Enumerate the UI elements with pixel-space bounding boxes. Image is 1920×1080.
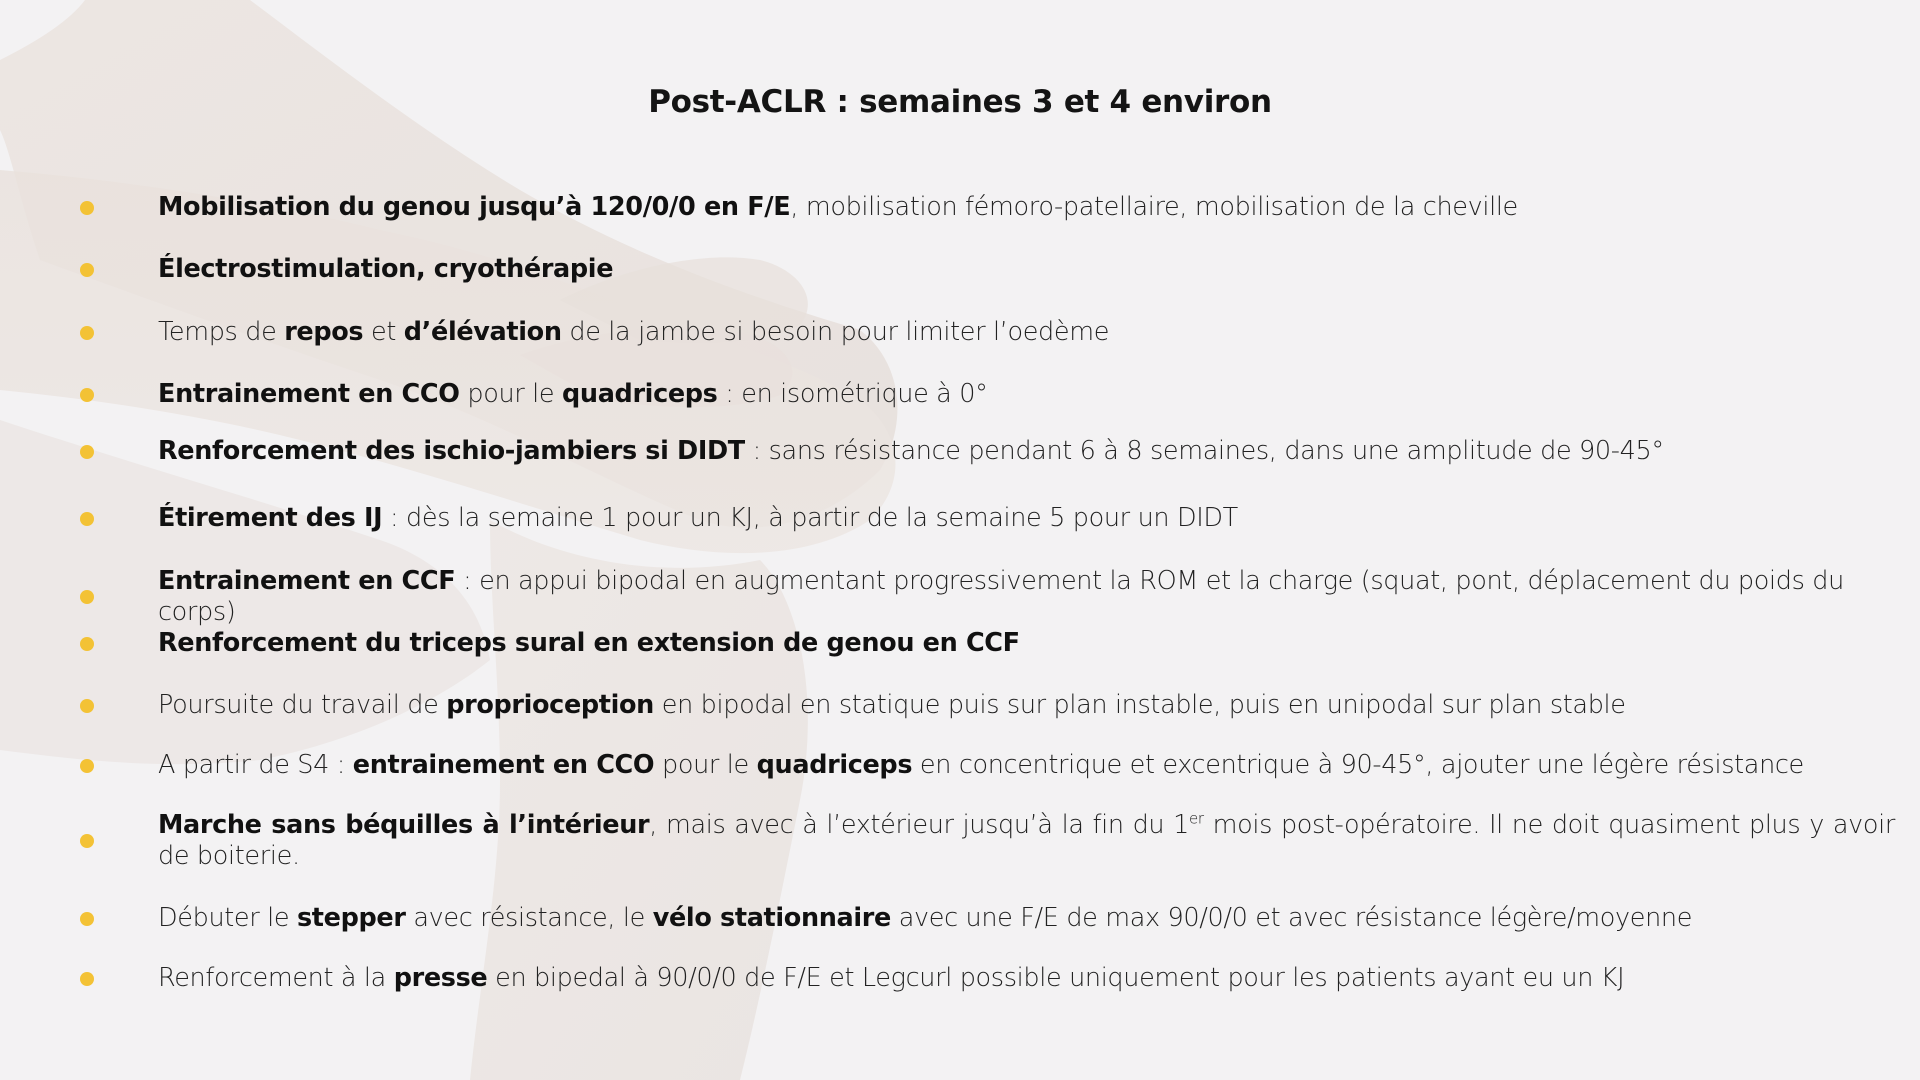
bullet-text: [158, 436, 1895, 467]
bullet-text: [158, 963, 1895, 994]
plain-text: Poursuite du travail de: [158, 690, 447, 720]
bullet-dot-icon: [80, 388, 94, 402]
bullet-item: [80, 317, 1895, 348]
bullet-text: [158, 192, 1895, 223]
bullet-item: [80, 690, 1895, 721]
bullet-item: [80, 810, 1895, 872]
bullet-dot-icon: [80, 445, 94, 459]
bullet-item: [80, 436, 1895, 467]
superscript-text: er: [1189, 809, 1204, 828]
bullet-dot-icon: [80, 912, 94, 926]
bullet-dot-icon: [80, 326, 94, 340]
bullet-item: [80, 903, 1895, 934]
bullet-text: [158, 503, 1895, 534]
plain-text: : dès la semaine 1 pour un KJ, à partir de la semaine 5 pour un DIDT: [382, 503, 1238, 533]
bullet-text: [158, 379, 1895, 410]
bullet-dot-icon: [80, 759, 94, 773]
bullet-text: [158, 628, 1895, 659]
bullet-text: [158, 750, 1895, 781]
plain-text: mois post-opératoire. Il ne doit quasiment plus y avoir de boiterie.: [158, 810, 1895, 871]
bullet-text: [158, 317, 1895, 348]
plain-text: : en isométrique à 0°: [717, 379, 988, 409]
bullet-dot-icon: [80, 201, 94, 215]
plain-text: pour le: [459, 379, 562, 409]
bullet-text: [158, 690, 1895, 721]
bullet-item: [80, 379, 1895, 410]
bullet-text: [158, 566, 1895, 628]
plain-text: A partir de S4 :: [158, 750, 353, 780]
plain-text: avec une F/E de max 90/0/0 et avec résistance légère/moyenne: [890, 903, 1693, 933]
plain-text: , mais avec à l’extérieur jusqu’à la fin du 1: [649, 810, 1190, 840]
bold-text: Étirement des IJ: [158, 503, 383, 533]
bold-text: Renforcement du triceps sural en extension de genou en CCF: [158, 628, 1020, 658]
bullet-dot-icon: [80, 512, 94, 526]
plain-text: en concentrique et excentrique à 90-45°, ajouter une légère résistance: [912, 750, 1804, 780]
bold-text: quadriceps: [561, 379, 718, 409]
bold-text: Mobilisation du genou jusqu’à 120/0/0 en F/E: [158, 192, 791, 222]
bullet-dot-icon: [80, 972, 94, 986]
plain-text: en bipodal en statique puis sur plan instable, puis en unipodal sur plan stable: [654, 690, 1626, 720]
bullet-item: [80, 503, 1895, 534]
bullet-dot-icon: [80, 263, 94, 277]
bullet-text: [158, 903, 1895, 934]
plain-text: de la jambe si besoin pour limiter l’oedème: [561, 317, 1110, 347]
bold-text: presse: [393, 963, 488, 993]
plain-text: , mobilisation fémoro-patellaire, mobilisation de la cheville: [790, 192, 1518, 222]
slide-title: Post-ACLR : semaines 3 et 4 environ: [648, 84, 1272, 120]
plain-text: : en appui bipodal en augmentant progressivement la ROM et la charge (squat, pont, déplacement du poids du corps): [158, 566, 1844, 627]
bold-text: repos: [284, 317, 364, 347]
bullet-item: [80, 963, 1895, 994]
bold-text: quadriceps: [756, 750, 913, 780]
plain-text: avec résistance, le: [405, 903, 653, 933]
bold-text: Marche sans béquilles à l’intérieur: [158, 810, 650, 840]
bullet-item: [80, 192, 1895, 223]
bold-text: Renforcement des ischio-jambiers si DIDT: [158, 436, 745, 466]
bold-text: stepper: [296, 903, 406, 933]
plain-text: pour le: [654, 750, 757, 780]
bullet-text: [158, 254, 1895, 285]
plain-text: et: [363, 317, 404, 347]
bullet-item: [80, 750, 1895, 781]
bullet-dot-icon: [80, 834, 94, 848]
bullet-dot-icon: [80, 699, 94, 713]
plain-text: Temps de: [158, 317, 285, 347]
bullet-item: [80, 254, 1895, 285]
bold-text: vélo stationnaire: [652, 903, 891, 933]
bold-text: Électrostimulation, cryothérapie: [158, 254, 614, 284]
plain-text: Débuter le: [158, 903, 297, 933]
bold-text: d’élévation: [403, 317, 562, 347]
plain-text: Renforcement à la: [158, 963, 394, 993]
bullet-text: [158, 810, 1895, 872]
bullet-item: [80, 628, 1895, 659]
plain-text: : sans résistance pendant 6 à 8 semaines, dans une amplitude de 90-45°: [744, 436, 1664, 466]
bold-text: entrainement en CCO: [352, 750, 655, 780]
plain-text: en bipedal à 90/0/0 de F/E et Legcurl possible uniquement pour les patients ayant eu un KJ: [487, 963, 1625, 993]
bold-text: Entrainement en CCF: [158, 566, 456, 596]
bullet-dot-icon: [80, 637, 94, 651]
bullet-item: [80, 566, 1895, 628]
bullet-dot-icon: [80, 590, 94, 604]
bold-text: Entrainement en CCO: [158, 379, 460, 409]
bold-text: proprioception: [446, 690, 654, 720]
